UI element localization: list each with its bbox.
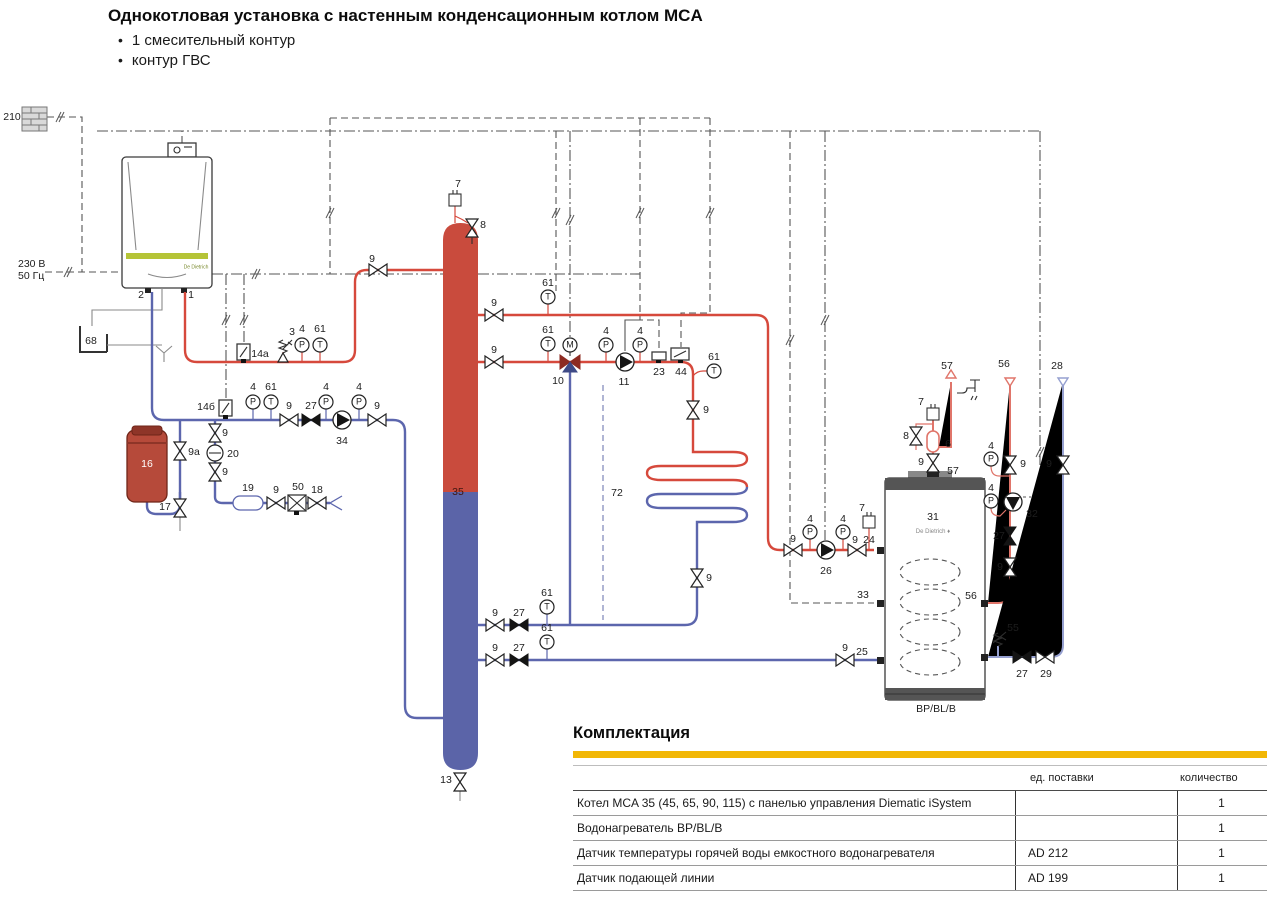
item-unit	[1015, 791, 1177, 815]
item-qty: 1	[1177, 791, 1265, 815]
table-row	[573, 841, 1267, 866]
diagram-label: 4	[603, 324, 609, 337]
diagram-label: 56	[998, 357, 1010, 370]
boiler	[80, 143, 212, 362]
wall-socket-icon	[22, 107, 47, 131]
diagram-label: 9	[222, 465, 228, 478]
diagram-label: 61	[541, 586, 553, 599]
diagram-label: 27	[993, 529, 1005, 542]
item-qty: 1	[1177, 866, 1265, 890]
diagram-label: P	[355, 396, 363, 407]
diagram-label: 55	[1007, 621, 1019, 634]
table-row	[573, 816, 1267, 841]
diagram-label: P	[249, 396, 257, 407]
diagram-label: 29	[1040, 667, 1052, 680]
table-body	[573, 790, 1267, 891]
diagram-label: 9	[1020, 457, 1026, 470]
diagram-label: M	[566, 339, 574, 350]
diagram-label: 9	[273, 483, 279, 496]
diagram-label: 16	[141, 457, 153, 470]
diagram-label: 3	[289, 325, 295, 338]
diagram-label: 4	[988, 439, 994, 452]
diagram-label: P	[987, 495, 995, 506]
diagram-label: 4	[637, 324, 643, 337]
diagram-label: 61	[542, 276, 554, 289]
diagram-label: 7	[859, 501, 865, 514]
diagram-label: 9	[852, 533, 858, 546]
accent-bar	[573, 751, 1267, 758]
item-name: Датчик температуры горячей воды емкостного водонагревателя	[577, 846, 935, 860]
diagram-label: 50 Гц	[18, 269, 45, 282]
column-header-unit: ед. поставки	[1030, 772, 1094, 784]
diagram-label: 23	[653, 365, 665, 378]
diagram-label: 14а	[251, 347, 269, 360]
table-row	[573, 791, 1267, 816]
column-header-qty: количество	[1180, 772, 1238, 784]
diagram-label: 32	[1026, 507, 1038, 520]
diagram-label: 61	[542, 323, 554, 336]
table-row	[573, 866, 1267, 891]
diagram-label: 18	[311, 483, 323, 496]
diagram-label: P	[806, 526, 814, 537]
diagram-label: 4	[323, 380, 329, 393]
hydraulic-separator	[443, 190, 478, 791]
item-qty: 1	[1177, 841, 1265, 865]
diagram-label: 50	[292, 480, 304, 493]
item-qty: 1	[1177, 816, 1265, 840]
diagram-label: 9	[997, 560, 1003, 573]
bullet-item: • 1 смесительный контур	[118, 32, 703, 49]
diagram-label: 44	[675, 365, 687, 378]
diagram-label: 4	[299, 322, 305, 335]
diagram-label: 10	[552, 374, 564, 387]
diagram-label: 19	[242, 481, 254, 494]
diagram-label: 27	[1016, 667, 1028, 680]
diagram-label: 61	[708, 350, 720, 363]
diagram-label: 57	[947, 464, 959, 477]
diagram-label: 9	[222, 426, 228, 439]
diagram-label: P	[602, 339, 610, 350]
diagram-label: 20	[227, 447, 239, 460]
diagram-label: 34	[336, 434, 348, 447]
diagram-label: De Dietrich	[183, 264, 209, 271]
diagram-label: P	[987, 453, 995, 464]
dhw-tank	[877, 470, 988, 700]
diagram-label: T	[711, 365, 717, 376]
page-title: Однокотловая установка с настенным конденсационным котлом MCA	[108, 6, 703, 25]
diagram-label: 61	[541, 621, 553, 634]
diagram-label: T	[544, 601, 550, 612]
diagram-label: P	[322, 396, 330, 407]
diagram-label: 35	[452, 485, 464, 498]
diagram-label: 9	[790, 532, 796, 545]
diagram-label: 25	[856, 645, 868, 658]
diagram-label: 9	[491, 296, 497, 309]
diagram-label: 31	[927, 510, 939, 523]
diagram-label: 4	[250, 380, 256, 393]
diagram-label: T	[545, 291, 551, 302]
diagram-label: 9	[842, 641, 848, 654]
diagram-label: 9	[703, 403, 709, 416]
diagram-label: 210	[3, 110, 21, 123]
diagram-label: 17	[159, 500, 171, 513]
table-header	[573, 765, 1267, 790]
diagram-label: P	[636, 339, 644, 350]
bullet-item: • контур ГВС	[118, 52, 703, 69]
diagram-label: T	[317, 339, 323, 350]
item-name: Котел MCA 35 (45, 65, 90, 115) с панелью управления Diematic iSystem	[577, 796, 972, 810]
diagram-label: 8	[480, 218, 486, 231]
table-title: Комплектация	[573, 724, 690, 742]
item-name: Водонагреватель BP/BL/B	[577, 821, 723, 835]
diagram-label: 57	[941, 359, 953, 372]
diagram-label: 9	[918, 455, 924, 468]
item-unit	[1015, 816, 1177, 840]
diagram-label: 33	[857, 588, 869, 601]
diagram-label: 2	[138, 288, 144, 301]
diagram-label: T	[544, 636, 550, 647]
diagram-label: T	[545, 338, 551, 349]
diagram-label: 9а	[188, 445, 200, 458]
diagram-label: 61	[314, 322, 326, 335]
diagram-label: 9	[706, 571, 712, 584]
diagram-label: 68	[85, 334, 97, 347]
diagram-label: 9	[374, 399, 380, 412]
item-name: Датчик подающей линии	[577, 871, 715, 885]
diagram-label: 9	[492, 641, 498, 654]
diagram-label: 4	[356, 380, 362, 393]
diagram-label: 72	[611, 486, 623, 499]
diagram-label: 26	[820, 564, 832, 577]
expansion-tank	[127, 426, 167, 502]
diagram-label: 9	[1046, 457, 1052, 470]
diagram-label: T	[268, 396, 274, 407]
diagram-label: 27	[513, 641, 525, 654]
diagram-label: 9	[286, 399, 292, 412]
diagram-label: 1	[188, 288, 194, 301]
diagram-label: 9	[491, 343, 497, 356]
diagram-label: 9	[369, 252, 375, 265]
diagram-label: 28	[1051, 359, 1063, 372]
diagram-label: 9	[492, 606, 498, 619]
equipment-table	[573, 724, 1267, 891]
diagram-label: 4	[988, 481, 994, 494]
diagram-label: 230 В	[18, 257, 46, 270]
diagram-label: 11	[618, 375, 630, 388]
diagram-label: 61	[265, 380, 277, 393]
diagram-label: 7	[455, 177, 461, 190]
diagram-label: 27	[513, 606, 525, 619]
diagram-label: 4	[840, 512, 846, 525]
diagram-label: 14б	[197, 400, 215, 413]
diagram-label: 4	[807, 512, 813, 525]
diagram-label: 13	[440, 773, 452, 786]
diagram-label: P	[839, 526, 847, 537]
diagram-label: 8	[903, 429, 909, 442]
diagram-label: 24	[863, 533, 875, 546]
diagram-label: 27	[305, 399, 317, 412]
diagram-label: BP/BL/B	[916, 702, 956, 715]
diagram-label: P	[298, 339, 306, 350]
diagram-label: De Dietrich ♦	[915, 529, 951, 535]
item-unit: AD 212	[1015, 841, 1177, 865]
diagram-label: 6	[945, 437, 951, 450]
diagram-label: 56	[965, 589, 977, 602]
diagram-label: 7	[918, 395, 924, 408]
item-unit: AD 199	[1015, 866, 1177, 890]
